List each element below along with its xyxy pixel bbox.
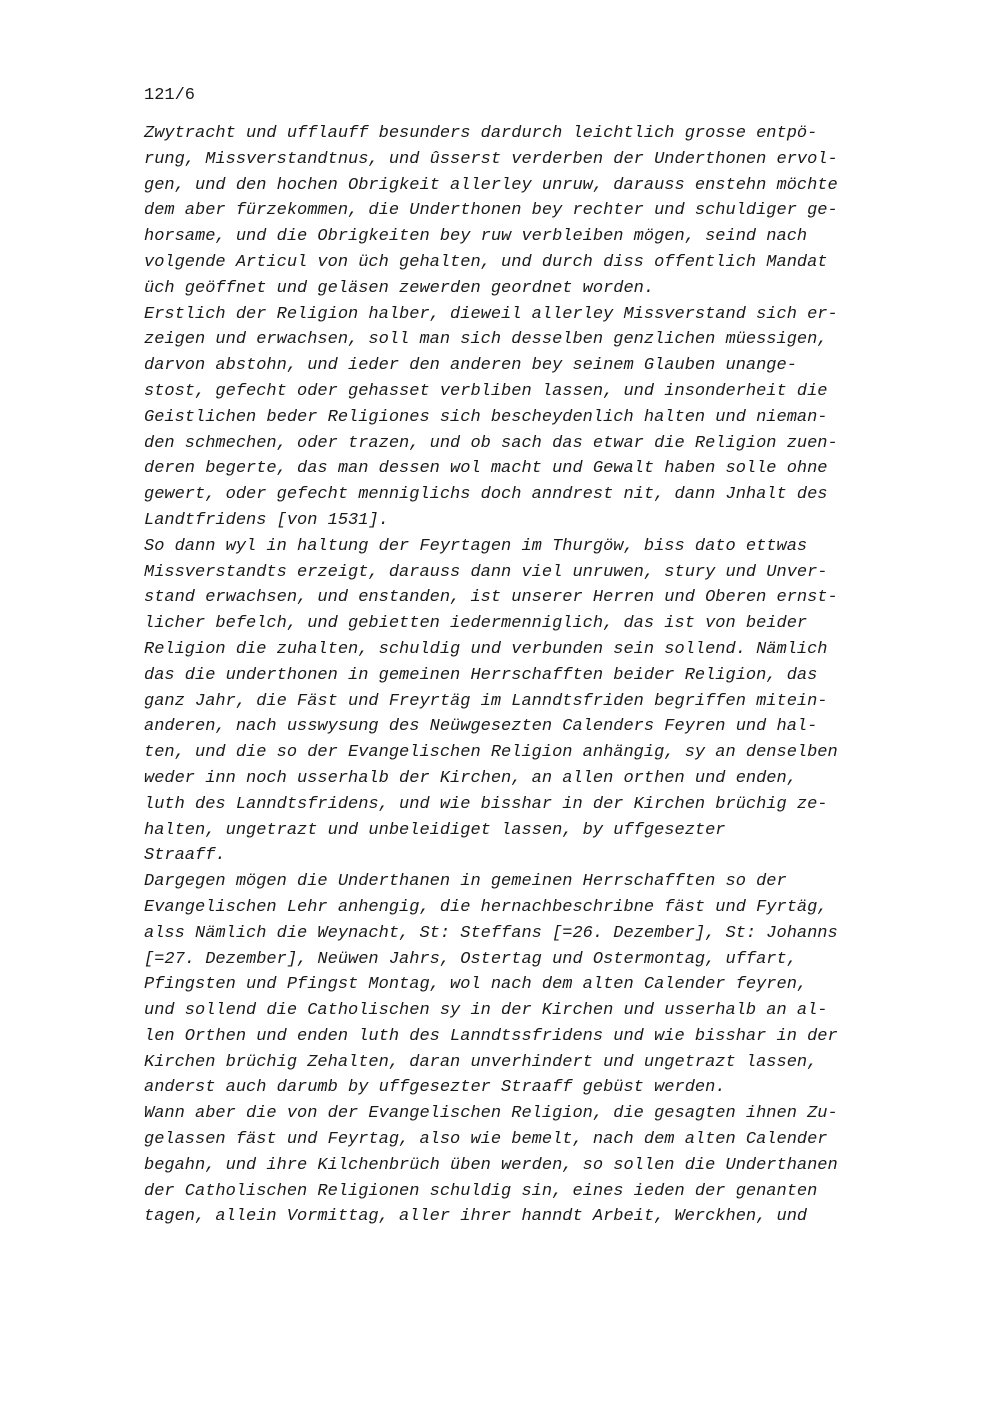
page-number: 121/6 bbox=[144, 86, 196, 105]
text-line: gewert, oder gefecht menniglichs doch anndrest nit, dann Jnhalt des bbox=[144, 485, 828, 505]
text-line: Evangelischen Lehr anhengig, die hernachbeschribne fäst und Fyrtäg, bbox=[144, 897, 828, 917]
text-line: Religion die zuhalten, schuldig und verbunden sein sollend. Nämlich bbox=[144, 639, 828, 659]
text-line: das die underthonen in gemeinen Herrschafften beider Religion, das bbox=[144, 665, 818, 685]
text-line: gelassen fäst und Feyrtag, also wie bemelt, nach dem alten Calender bbox=[144, 1130, 828, 1150]
text-line: anderst auch darumb by uffgesezter Straaff gebüst werden. bbox=[144, 1078, 726, 1098]
text-line: volgende Articul von üch gehalten, und durch diss offentlich Mandat bbox=[144, 252, 828, 272]
text-line: Missverstandts erzeigt, darauss dann viel unruwen, stury und Unver- bbox=[144, 562, 828, 582]
text-line: Zwytracht und ufflauff besunders dardurch leichtlich grosse entpö- bbox=[144, 124, 818, 143]
text-line: der Catholischen Religionen schuldig sin, eines ieden der genanten bbox=[144, 1181, 818, 1201]
text-line: deren begerte, das man dessen wol macht und Gewalt haben solle ohne bbox=[144, 459, 828, 479]
text-line: luth des Lanndtsfridens, und wie bisshar in der Kirchen brüchig ze- bbox=[144, 794, 828, 814]
text-line: Wann aber die von der Evangelischen Religion, die gesagten ihnen Zu- bbox=[144, 1104, 838, 1124]
text-line: Dargegen mögen die Underthanen in gemeinen Herrschafften so der bbox=[144, 872, 787, 892]
text-line: Erstlich der Religion halber, dieweil allerley Missverstand sich er- bbox=[144, 304, 838, 324]
text-line: alss Nämlich die Weynacht, St: Steffans [=26. Dezember], St: Johanns bbox=[144, 923, 838, 943]
text-line: weder inn noch usserhalb der Kirchen, an allen orthen und enden, bbox=[144, 768, 797, 788]
text-line: stost, gefecht oder gehasset verbliben lassen, und insonderheit die bbox=[144, 381, 828, 401]
text-line: üch geöffnet und geläsen zewerden geordnet worden. bbox=[144, 278, 655, 298]
text-line: ten, und die so der Evangelischen Religion anhängig, sy an denselben bbox=[144, 743, 838, 763]
text-line: den schmechen, oder trazen, und ob sach das etwar die Religion zuen- bbox=[144, 433, 838, 453]
text-line: darvon abstohn, und ieder den anderen bey seinem Glauben unange- bbox=[144, 356, 797, 376]
text-line: ganz Jahr, die Fäst und Freyrtäg im Lanndtsfriden begriffen mitein- bbox=[144, 691, 828, 711]
text-line: begahn, und ihre Kilchenbrüch üben werden, so sollen die Underthanen bbox=[144, 1155, 838, 1175]
text-line: halten, ungetrazt und unbeleidiget lassen, by uffgesezter bbox=[144, 820, 726, 840]
text-line: Geistlichen beder Religiones sich bescheydenlich halten und nieman- bbox=[144, 407, 828, 427]
text-line: horsame, und die Obrigkeiten bey ruw verbleiben mögen, seind nach bbox=[144, 227, 808, 247]
text-line: tagen, allein Vormittag, aller ihrer hanndt Arbeit, Werckhen, und bbox=[144, 1207, 808, 1227]
text-line: So dann wyl in haltung der Feyrtagen im Thurgöw, biss dato ettwas bbox=[144, 536, 808, 556]
text-line: gen, und den hochen Obrigkeit allerley unruw, darauss enstehn möchte bbox=[144, 175, 838, 195]
text-line: zeigen und erwachsen, soll man sich desselben genzlichen müessigen, bbox=[144, 330, 828, 350]
text-line: Kirchen brüchig Zehalten, daran unverhindert und ungetrazt lassen, bbox=[144, 1052, 818, 1072]
text-line: licher befelch, und gebietten iedermenniglich, das ist von beider bbox=[144, 614, 808, 634]
text-line: und sollend die Catholischen sy in der Kirchen und usserhalb an al- bbox=[144, 1001, 828, 1021]
text-line: len Orthen und enden luth des Lanndtssfridens und wie bisshar in der bbox=[144, 1026, 838, 1046]
text-line: Straaff. bbox=[144, 846, 226, 866]
text-line: [=27. Dezember], Neüwen Jahrs, Ostertag und Ostermontag, uffart, bbox=[144, 949, 797, 969]
text-line: anderen, nach usswysung des Neüwgesezten Calenders Feyren und hal- bbox=[144, 717, 818, 737]
text-line: dem aber fürzekommen, die Underthonen bey rechter und schuldiger ge- bbox=[144, 201, 838, 221]
text-line: Pfingsten und Pfingst Montag, wol nach dem alten Calender feyren, bbox=[144, 975, 808, 995]
text-line: stand erwachsen, und enstanden, ist unserer Herren und Oberen ernst- bbox=[144, 588, 838, 608]
body-text bbox=[144, 121, 924, 1230]
text-line: Landtfridens [von 1531]. bbox=[144, 510, 389, 530]
text-line: rung, Missverstandtnus, und ûsserst verderben der Underthonen ervol- bbox=[144, 149, 838, 169]
